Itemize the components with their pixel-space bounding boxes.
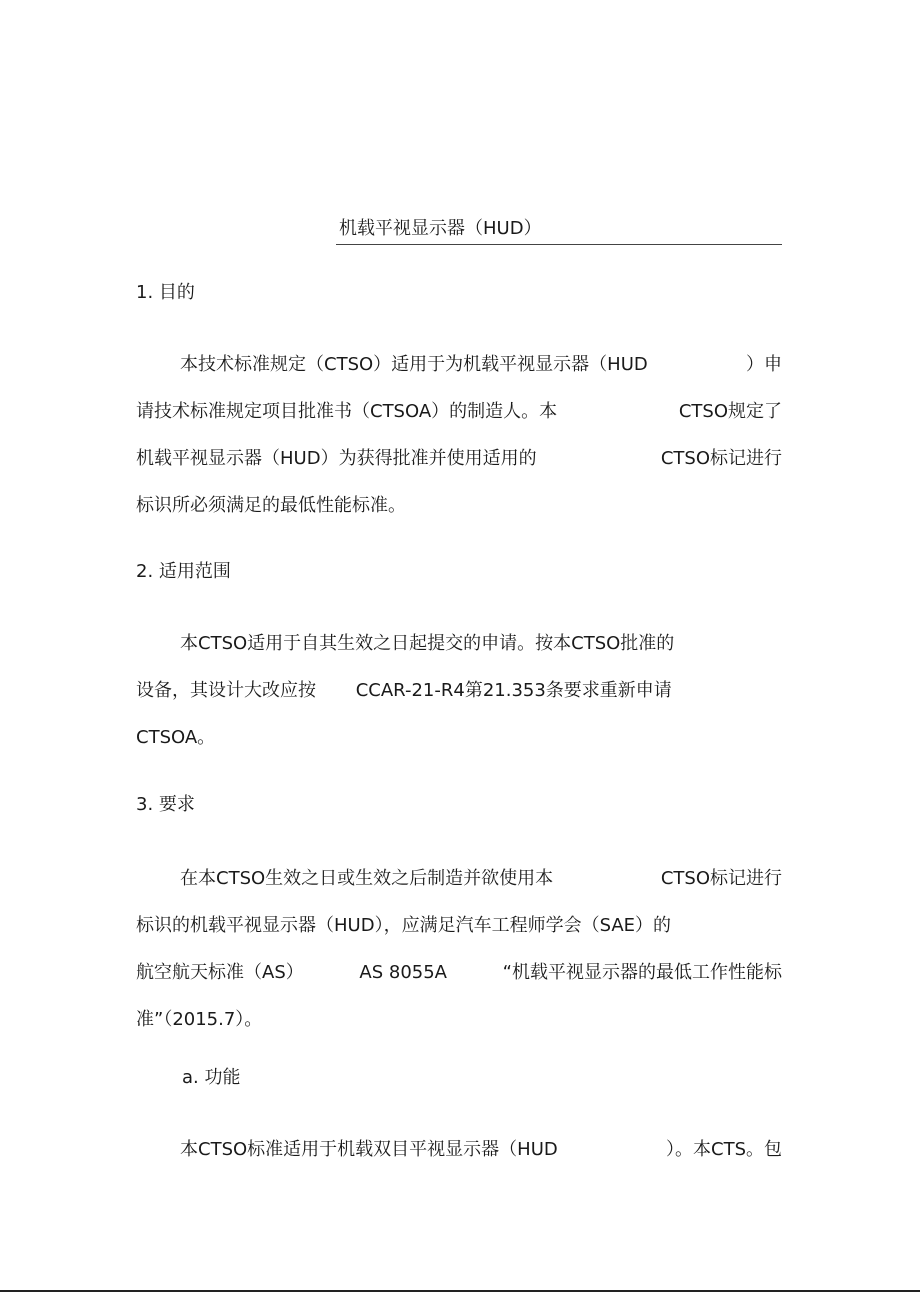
text-run: 设备，其设计大改应按	[136, 680, 316, 701]
paragraph-line	[136, 388, 782, 435]
text-run: 请技术标准规定项目批准书（CTSOA）的制造人。本	[136, 401, 558, 422]
text-run: 在本CTSO生效之日或生效之后制造并欲使用本	[180, 868, 554, 889]
paragraph-line	[136, 667, 782, 714]
subsection-a-paragraph	[136, 1126, 782, 1173]
text-run: 标识所必须满足的最低性能标准。	[136, 495, 406, 516]
text-run: ）申	[746, 354, 782, 375]
text-run: 准”（2015.7）。	[136, 1009, 263, 1030]
section-3-heading: 3. 要求	[136, 794, 195, 815]
text-run: CTSO标记进行	[660, 868, 782, 889]
paragraph-line	[136, 435, 782, 482]
section-2-heading: 2. 适用范围	[136, 561, 231, 582]
page-bottom-rule	[0, 1290, 920, 1292]
text-run: 标识的机载平视显示器（HUD），应满足汽车工程师学会（SAE）的	[136, 915, 672, 936]
paragraph-line	[136, 949, 782, 996]
text-run: 本CTSO标准适用于机载双目平视显示器（HUD	[180, 1139, 558, 1160]
paragraph-line	[136, 855, 782, 902]
section-1-heading: 1. 目的	[136, 282, 195, 303]
section-2-paragraph	[136, 620, 782, 761]
subsection-a-heading: a. 功能	[182, 1067, 241, 1088]
paragraph-line	[136, 996, 782, 1043]
text-run: CTSOA。	[136, 727, 216, 748]
text-run: CCAR-21-R4第21.353条要求重新申请	[355, 680, 672, 701]
paragraph-line	[136, 1126, 782, 1173]
paragraph-line	[136, 714, 782, 761]
text-run: 航空航天标准（AS）	[136, 962, 304, 983]
text-run: CTSO标记进行	[660, 448, 782, 469]
paragraph-line	[136, 341, 782, 388]
text-run: CTSO规定了	[678, 401, 782, 422]
section-3-paragraph	[136, 855, 782, 1043]
text-run: 本技术标准规定（CTSO）适用于为机载平视显示器（HUD	[180, 354, 648, 375]
text-run: 本CTSO适用于自其生效之日起提交的申请。按本CTSO批准的	[180, 633, 675, 654]
paragraph-line	[136, 620, 782, 667]
text-run: “机载平视显示器的最低工作性能标	[502, 962, 782, 983]
document-title: 机载平视显示器（HUD）	[336, 215, 782, 245]
paragraph-line	[136, 902, 782, 949]
paragraph-line	[136, 482, 782, 529]
text-run: 机载平视显示器（HUD）为获得批准并使用适用的	[136, 448, 537, 469]
text-run: AS 8055A	[359, 962, 447, 983]
text-run: ）。本CTS。包	[666, 1139, 782, 1160]
section-1-paragraph	[136, 341, 782, 529]
